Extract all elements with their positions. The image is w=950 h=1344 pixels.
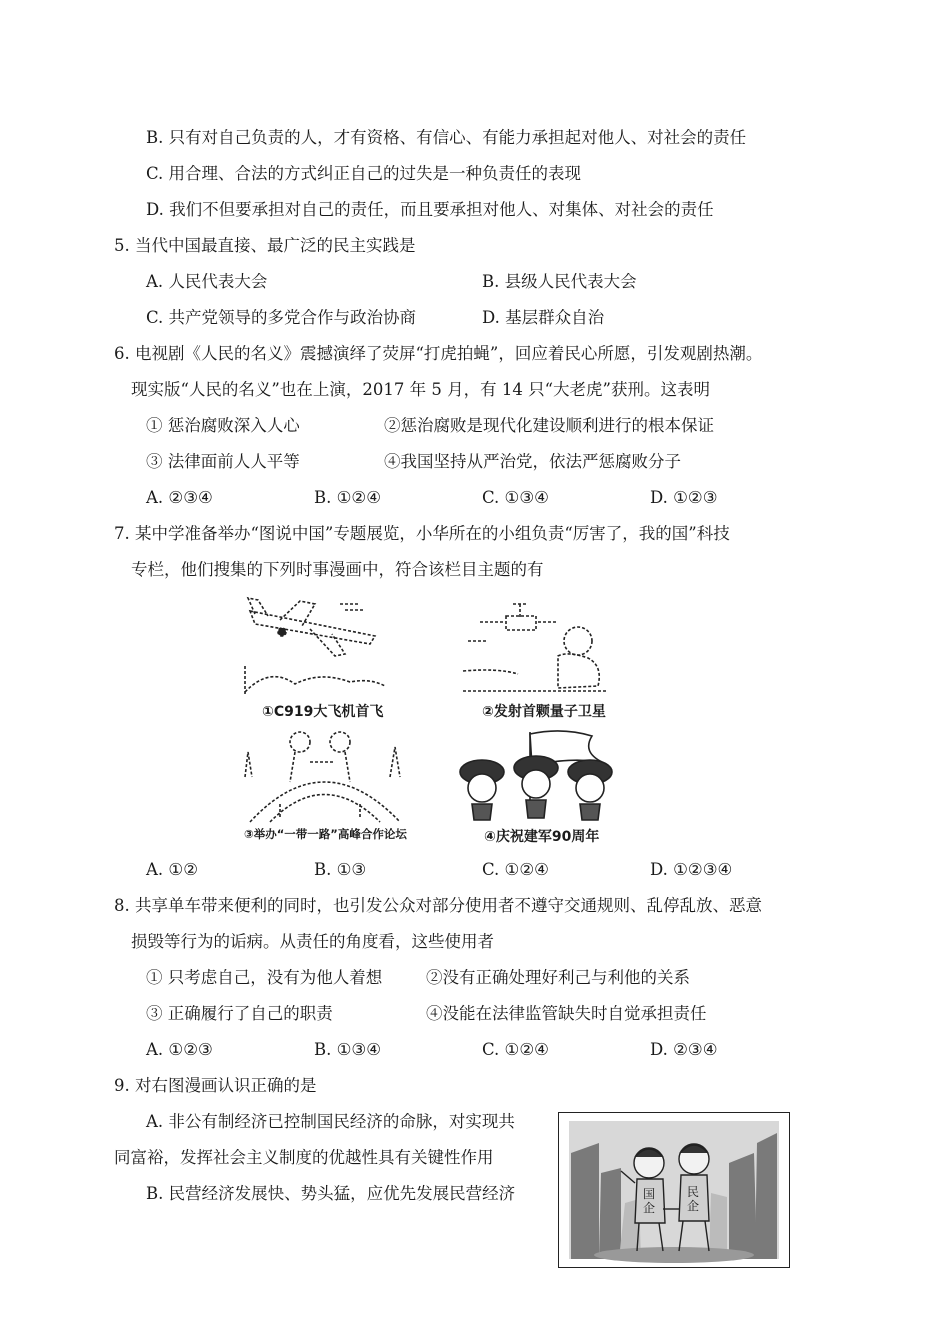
q6-option-d: D. ①②③ bbox=[650, 488, 718, 507]
q7-option-d: D. ①②③④ bbox=[650, 860, 733, 879]
q6-statement-2: ②惩治腐败是现代化建设顺利进行的根本保证 bbox=[384, 416, 714, 435]
cartoon-army-anniversary bbox=[452, 722, 620, 826]
q6-stem-line2: 现实版“人民的名义”也在上演，2017 年 5 月，有 14 只“大老虎”获刑。这表明 bbox=[131, 380, 710, 399]
q8-stem-line1: 8. 共享单车带来便利的同时，也引发公众对部分使用者不遵守交通规则、乱停乱放、恶意 bbox=[114, 896, 762, 915]
q6-stem-line1: 6. 电视剧《人民的名义》震撼演绎了荧屏“打虎拍蝇”，回应着民心所愿，引发观剧热潮。 bbox=[114, 344, 763, 363]
q7-stem-line1: 7. 某中学准备举办“图说中国”专题展览，小华所在的小组负责“厉害了，我的国”科技 bbox=[114, 524, 730, 543]
cartoon-soe-private-handshake bbox=[558, 1112, 790, 1268]
q9-option-b: B. 民营经济发展快、势头猛，应优先发展民营经济 bbox=[146, 1184, 516, 1203]
cartoon-belt-road-forum bbox=[240, 722, 408, 826]
q8-statement-3: ③ 正确履行了自己的职责 bbox=[146, 1004, 333, 1023]
q6-statement-1: ① 惩治腐败深入人心 bbox=[146, 416, 300, 435]
q8-option-d: D. ②③④ bbox=[650, 1040, 718, 1059]
q5-option-a: A. 人民代表大会 bbox=[146, 272, 268, 291]
q6-option-b: B. ①②④ bbox=[314, 488, 381, 507]
q9-option-a-line2: 同富裕，发挥社会主义制度的优越性具有关键性作用 bbox=[114, 1148, 494, 1167]
q9-stem: 9. 对右图漫画认识正确的是 bbox=[114, 1076, 317, 1095]
q8-statement-4: ④没能在法律监管缺失时自觉承担责任 bbox=[426, 1004, 707, 1023]
q8-option-c: C. ①②④ bbox=[482, 1040, 549, 1059]
q4-option-b: B. 只有对自己负责的人，才有资格、有信心、有能力承担起对他人、对社会的责任 bbox=[146, 128, 747, 147]
caption-1: ①C919大飞机首飞 bbox=[262, 704, 384, 720]
q7-stem-line2: 专栏，他们搜集的下列时事漫画中，符合该栏目主题的有 bbox=[131, 560, 544, 579]
q5-stem: 5. 当代中国最直接、最广泛的民主实践是 bbox=[114, 236, 416, 255]
q9-option-a-line1: A. 非公有制经济已控制国民经济的命脉，对实现共 bbox=[146, 1112, 515, 1131]
cartoon-quantum-satellite bbox=[458, 596, 618, 700]
caption-4: ④庆祝建军90周年 bbox=[484, 829, 600, 845]
q7-option-a: A. ①② bbox=[146, 860, 198, 879]
caption-2: ②发射首颗量子卫星 bbox=[482, 704, 606, 720]
caption-3: ③举办“一带一路”高峰合作论坛 bbox=[244, 827, 407, 841]
label-private: 民企 bbox=[687, 1185, 700, 1213]
q8-statement-2: ②没有正确处理好利己与利他的关系 bbox=[426, 968, 690, 987]
q8-option-a: A. ①②③ bbox=[146, 1040, 213, 1059]
q5-option-d: D. 基层群众自治 bbox=[482, 308, 605, 327]
q4-option-c: C. 用合理、合法的方式纠正自己的过失是一种负责任的表现 bbox=[146, 164, 582, 183]
q8-stem-line2: 损毁等行为的诟病。从责任的角度看，这些使用者 bbox=[131, 932, 494, 951]
q6-option-c: C. ①③④ bbox=[482, 488, 549, 507]
q5-option-b: B. 县级人民代表大会 bbox=[482, 272, 637, 291]
cartoon-c919-airplane bbox=[240, 596, 390, 700]
q7-option-c: C. ①②④ bbox=[482, 860, 549, 879]
q6-statement-3: ③ 法律面前人人平等 bbox=[146, 452, 300, 471]
q4-option-d: D. 我们不但要承担对自己的责任，而且要承担对他人、对集体、对社会的责任 bbox=[146, 200, 714, 219]
q8-option-b: B. ①③④ bbox=[314, 1040, 381, 1059]
q5-option-c: C. 共产党领导的多党合作与政治协商 bbox=[146, 308, 417, 327]
label-soe: 国企 bbox=[643, 1187, 656, 1215]
q8-statement-1: ① 只考虑自己，没有为他人着想 bbox=[146, 968, 383, 987]
q7-option-b: B. ①③ bbox=[314, 860, 367, 879]
q6-statement-4: ④我国坚持从严治党，依法严惩腐败分子 bbox=[384, 452, 681, 471]
q6-option-a: A. ②③④ bbox=[146, 488, 213, 507]
